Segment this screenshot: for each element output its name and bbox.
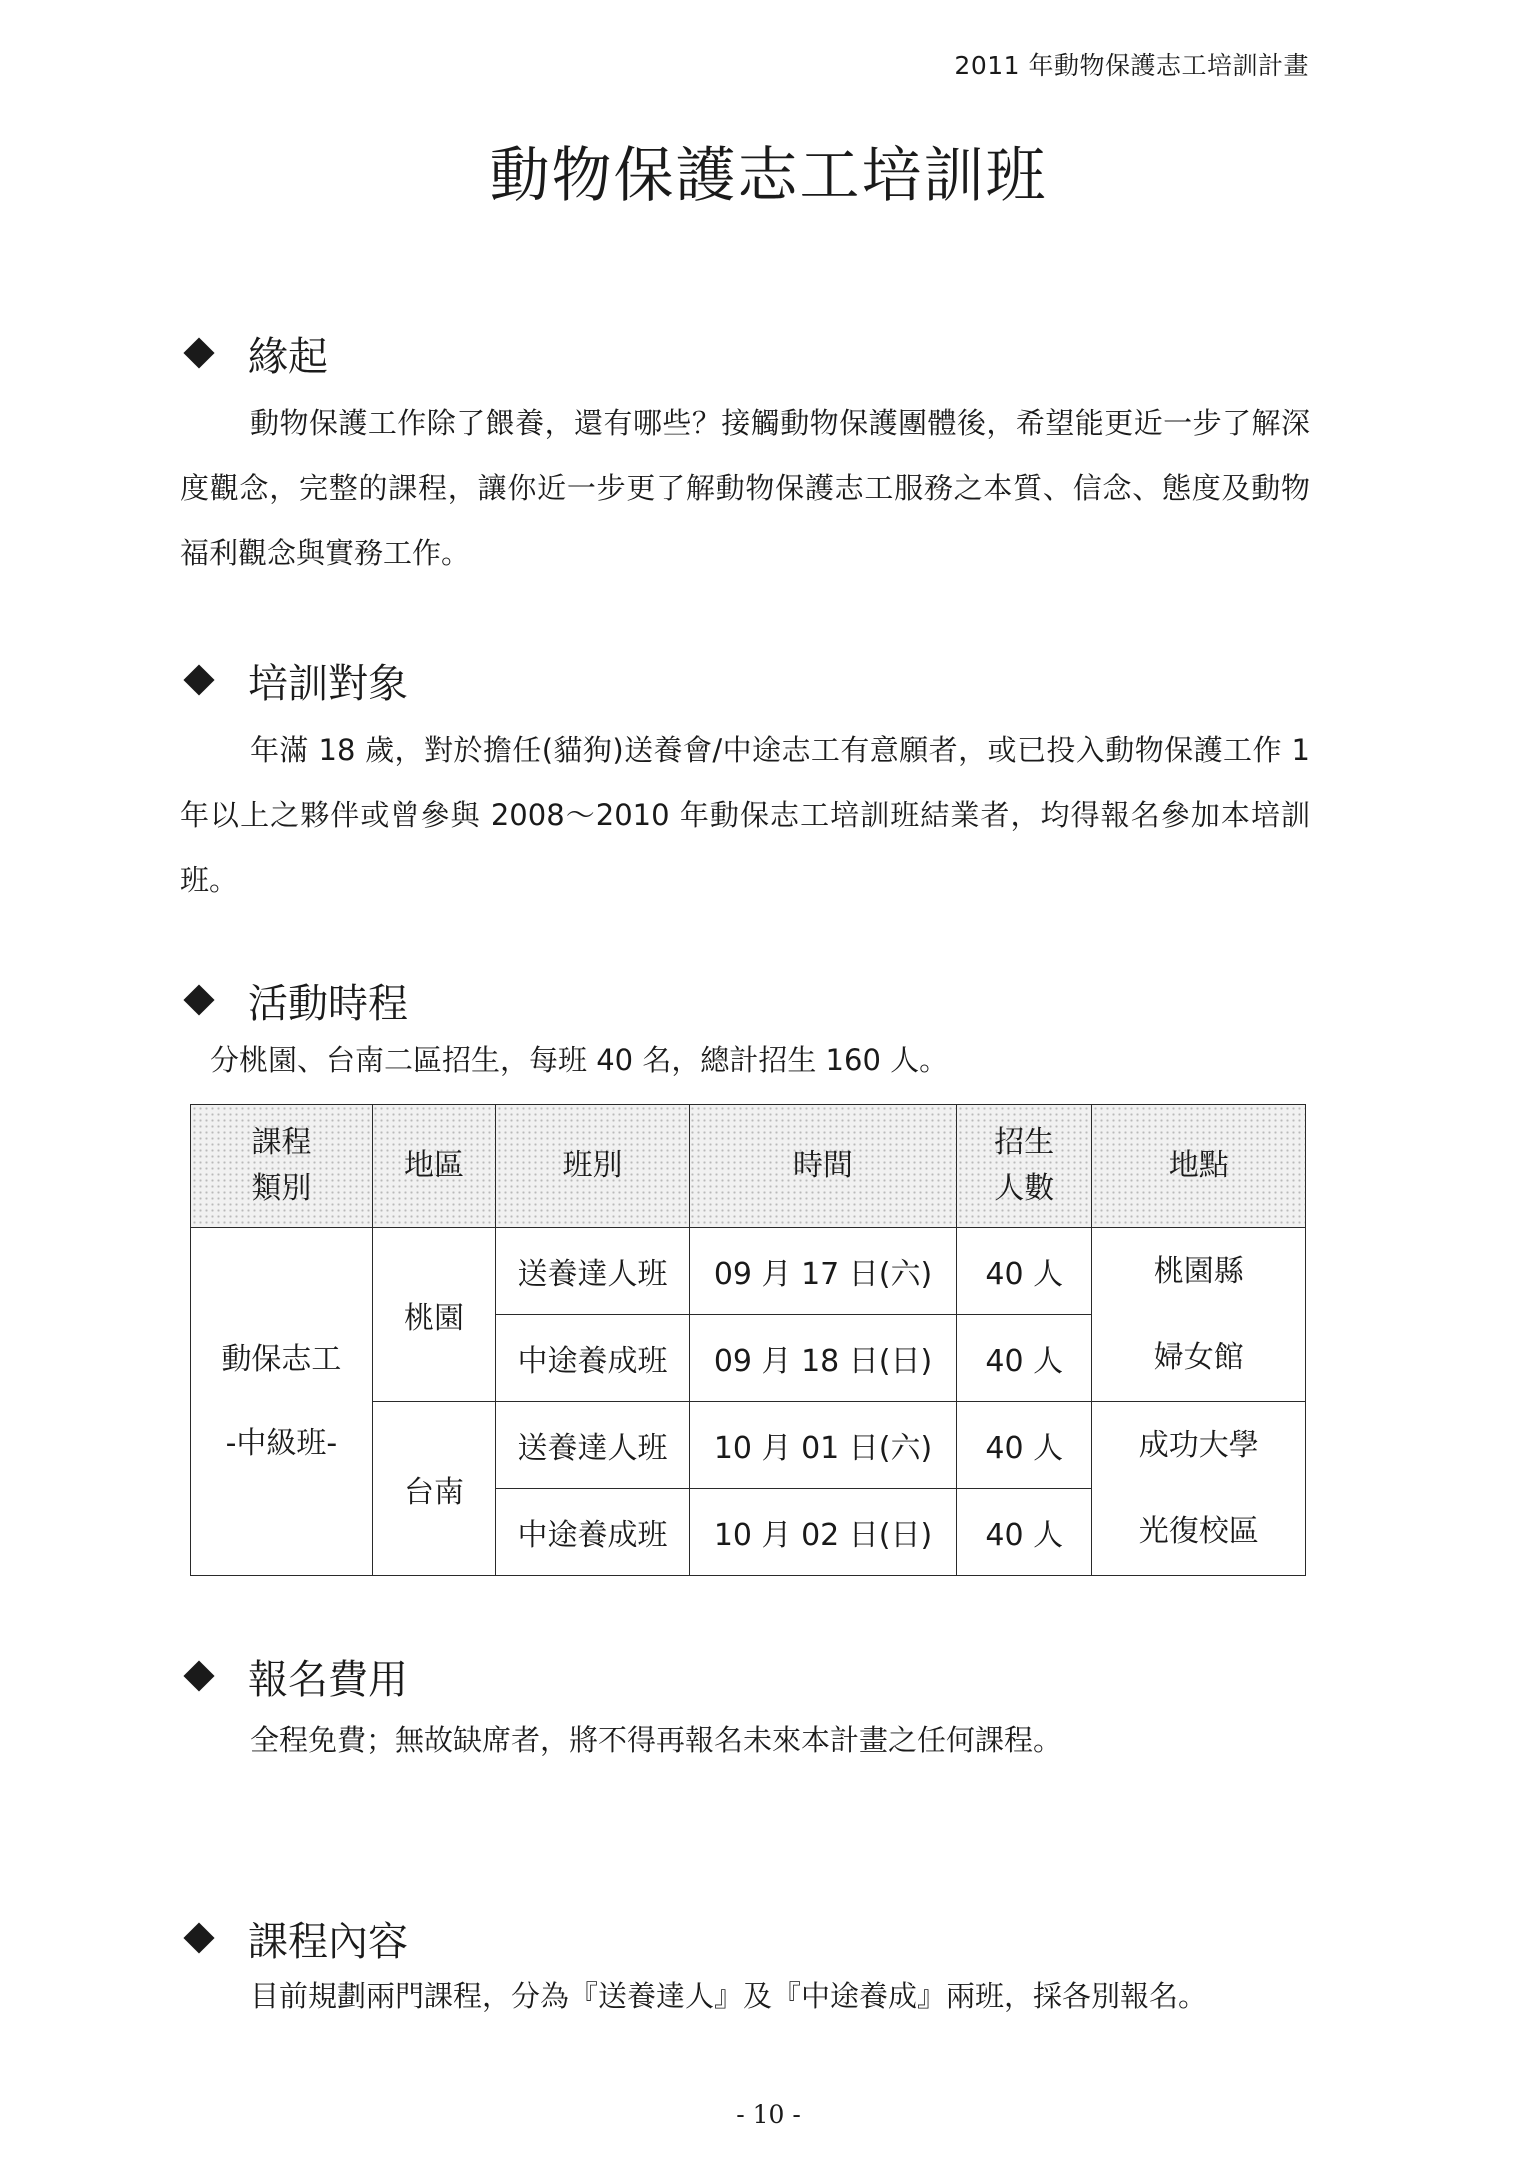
section-schedule [180,970,1310,1088]
place-cell: 成功大學 光復校區 [1092,1402,1306,1576]
area-cell: 桃園 [372,1228,495,1402]
area-cell: 台南 [372,1402,495,1576]
diamond-bullet-icon [183,664,214,695]
time-cell: 10 月 02 日(日) [689,1489,956,1576]
section-heading: 培訓對象 [248,660,408,707]
table-header-row [191,1105,1306,1228]
header-place: 地點 [1092,1105,1306,1228]
diamond-bullet-icon [183,1922,214,1953]
section-paragraph: 目前規劃兩門課程，分為『送養達人』及『中途養成』兩班，採各別報名。 [250,1979,1208,2013]
count-cell: 40 人 [957,1228,1092,1315]
section-target [180,650,1310,913]
count-cell: 40 人 [957,1402,1092,1489]
time-cell: 09 月 17 日(六) [689,1228,956,1315]
schedule-table [190,1104,1306,1576]
section-origin [180,323,1310,586]
category-cell: 動保志工 -中級班- [191,1228,373,1576]
header-class: 班別 [496,1105,690,1228]
page-title: 動物保護志工培訓班 [489,141,1048,211]
diamond-bullet-icon [183,337,214,368]
section-paragraph: 年滿 18 歲，對於擔任(貓狗)送養會/中途志工有意願者，或已投入動物保護工作 1 年以上之夥伴或曾參與 2008～2010 年動保志工培訓班結業者，均得報名參加本培訓班。 [180,733,1310,897]
diamond-bullet-icon [183,984,214,1015]
running-header: 2011 年動物保護志工培訓計畫 [954,51,1309,80]
section-heading: 課程內容 [248,1918,408,1965]
header-enrollment: 招生 人數 [957,1105,1092,1228]
time-cell: 09 月 18 日(日) [689,1315,956,1402]
place-cell: 桃園縣 婦女館 [1092,1228,1306,1402]
section-content [180,1908,1310,2024]
section-paragraph: 動物保護工作除了餵養，還有哪些？接觸動物保護團體後，希望能更近一步了解深度觀念，完整的課程，讓你近一步更了解動物保護志工服務之本質、信念、態度及動物福利觀念與實務工作。 [180,406,1310,570]
header-category: 課程 類別 [191,1105,373,1228]
page-number: - 10 - [736,2100,801,2129]
section-paragraph: 全程免費；無故缺席者，將不得再報名未來本計畫之任何課程。 [250,1723,1063,1757]
class-cell: 中途養成班 [496,1489,690,1576]
class-cell: 送養達人班 [496,1402,690,1489]
diamond-bullet-icon [183,1660,214,1691]
time-cell: 10 月 01 日(六) [689,1402,956,1489]
section-fee [180,1646,1310,1770]
section-heading: 活動時程 [248,980,408,1027]
class-cell: 中途養成班 [496,1315,690,1402]
count-cell: 40 人 [957,1315,1092,1402]
header-area: 地區 [372,1105,495,1228]
table-row [191,1228,1306,1315]
section-paragraph: 分桃園、台南二區招生，每班 40 名，總計招生 160 人。 [210,1043,949,1077]
section-heading: 報名費用 [248,1656,408,1703]
class-cell: 送養達人班 [496,1228,690,1315]
header-time: 時間 [689,1105,956,1228]
count-cell: 40 人 [957,1489,1092,1576]
section-heading: 緣起 [248,333,328,380]
